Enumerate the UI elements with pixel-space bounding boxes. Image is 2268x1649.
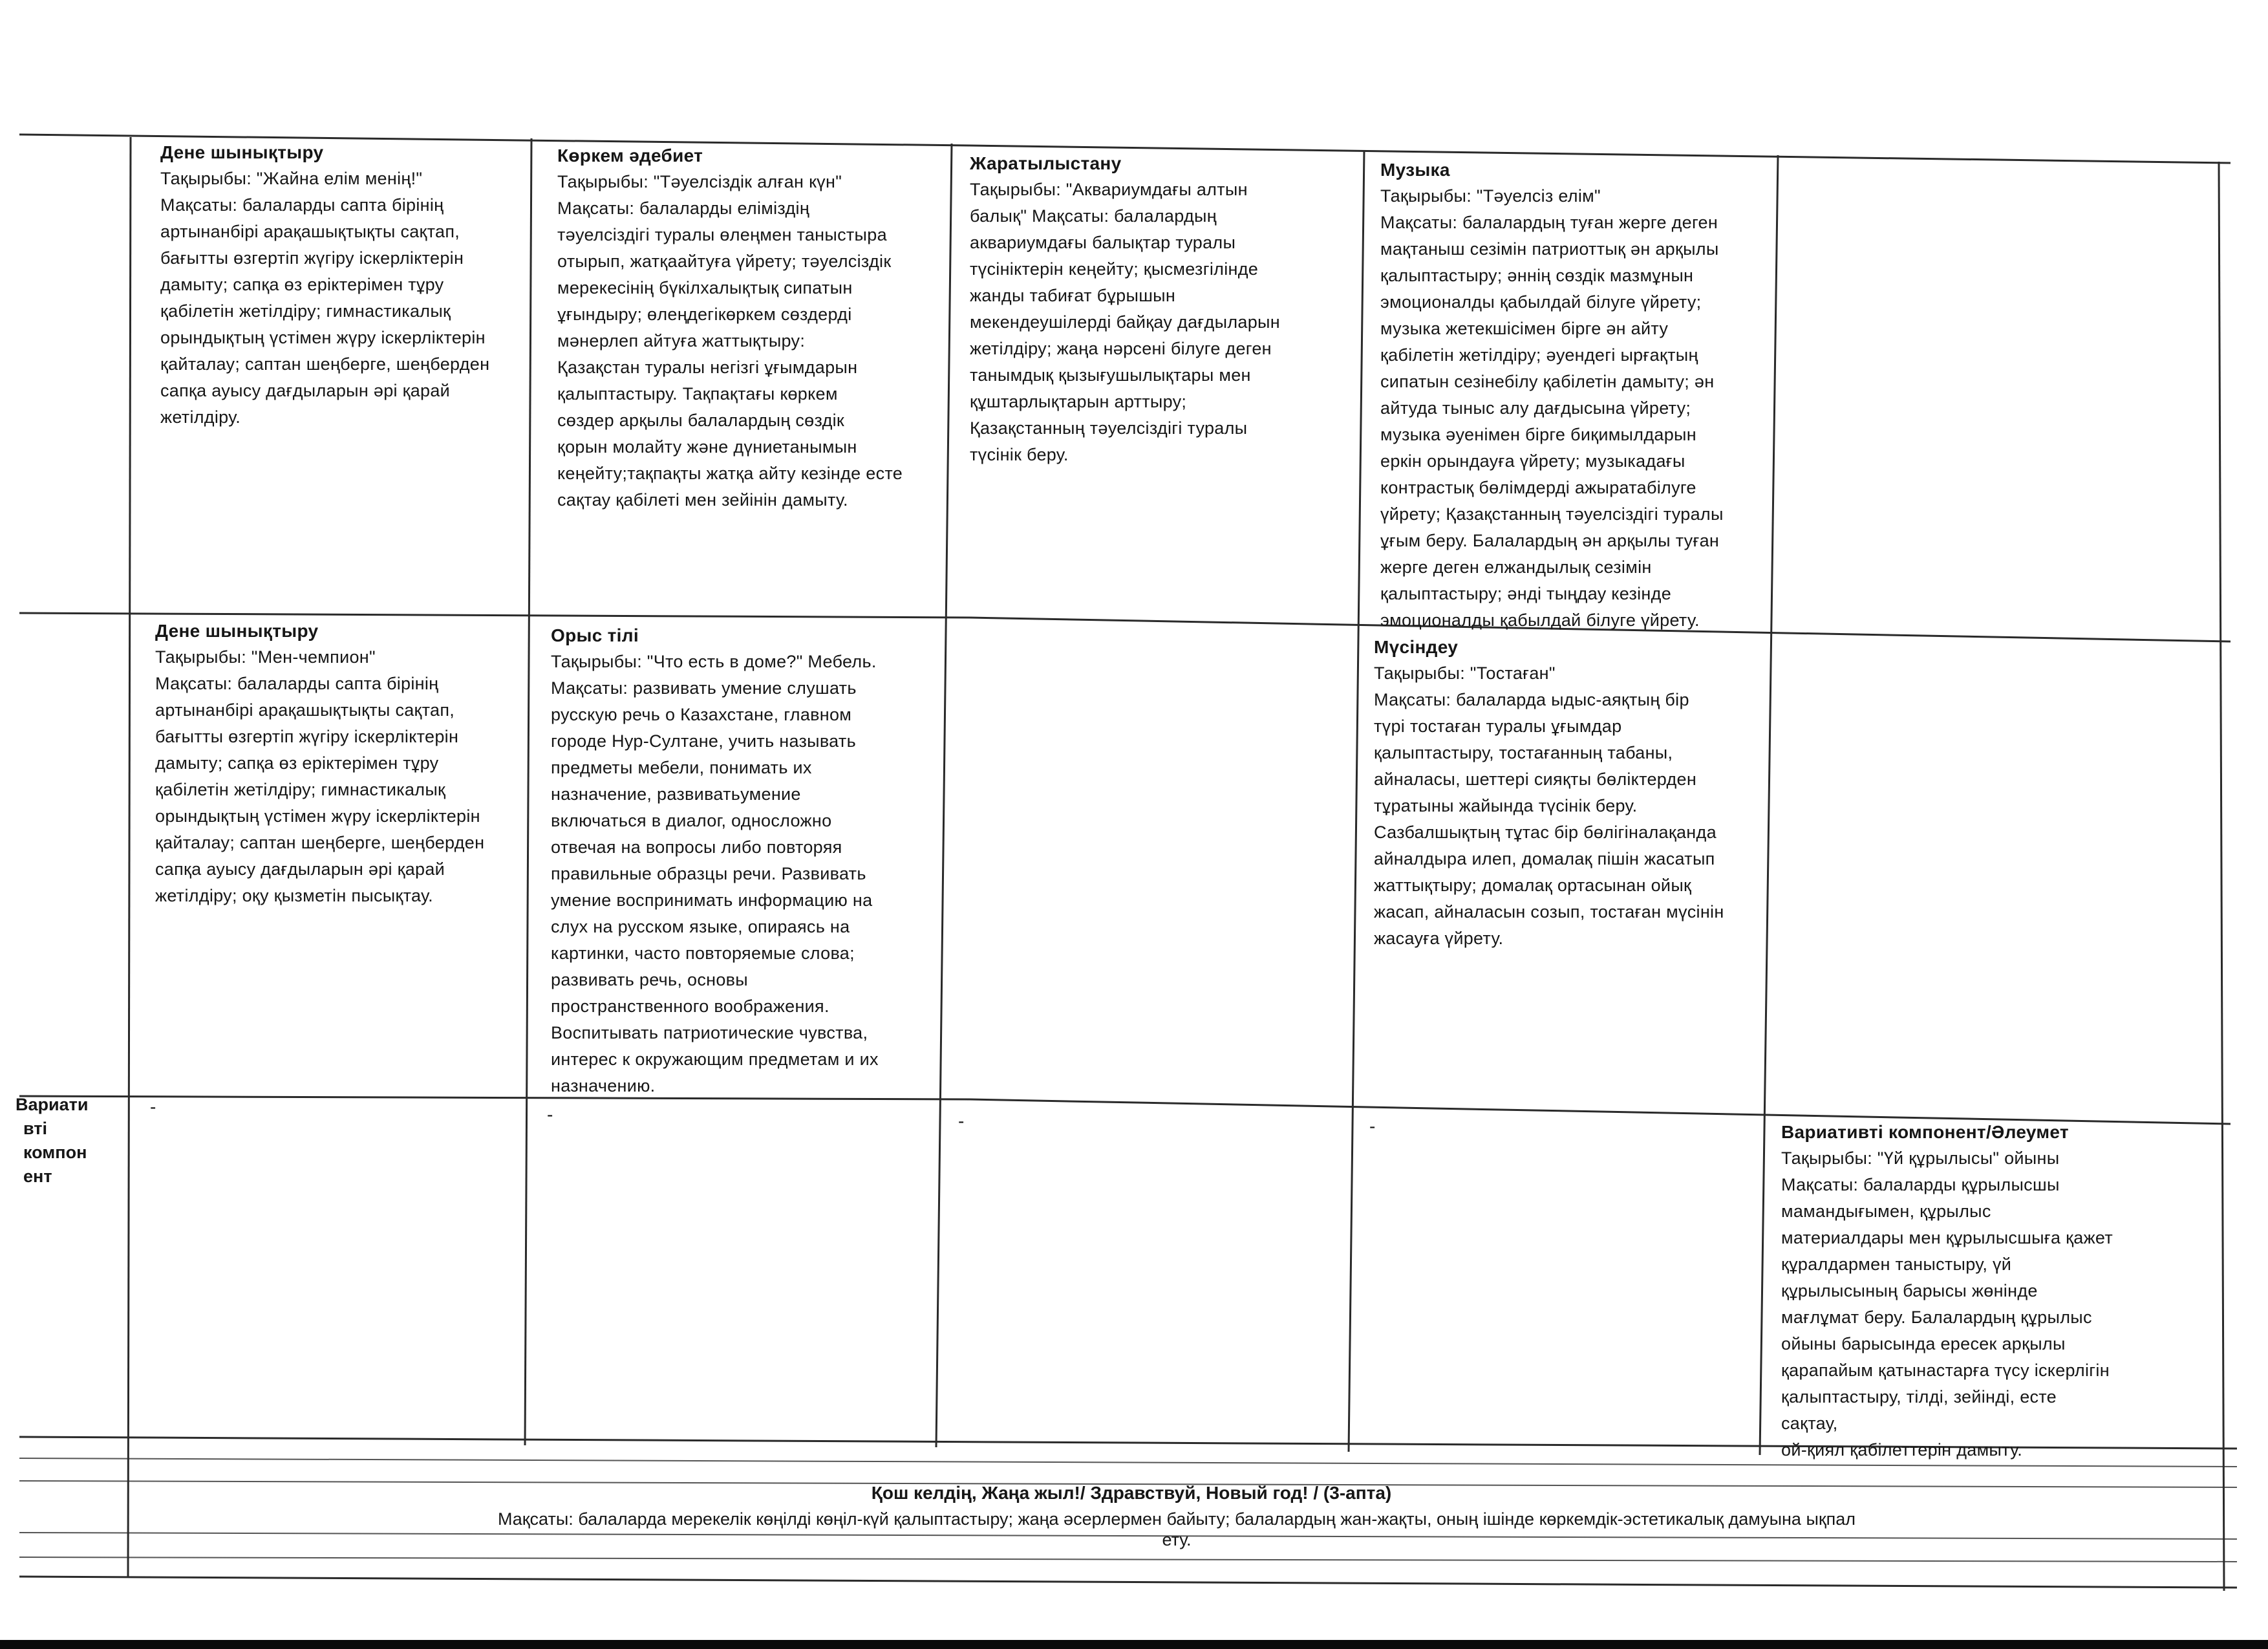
cell-line: жасауға үйрету. [1374, 929, 1504, 948]
cell-line: қайталау; саптан шеңберге, шеңберден [155, 833, 485, 852]
cell-line: Тақырыбы: "Үй құрылысы" ойыны [1781, 1148, 2060, 1168]
cell-line: қалыптастыру; әнді тыңдау кезінде [1380, 584, 1672, 603]
cell-line: айналдыра илеп, домалақ пішін жасатып [1374, 849, 1715, 868]
cell-line: контрастық бөлімдерді ажыратабілуге [1380, 478, 1696, 497]
cell-line: жетілдіру. [160, 407, 241, 427]
cell-line: сақтау қабілеті мен зейінін дамыту. [557, 490, 848, 510]
cell-line: Қазақстанның тәуелсіздігі туралы [970, 418, 1248, 438]
cell-line: сипатын сезінебілу қабілетін дамыту; ән [1380, 372, 1715, 391]
cell-line: русскую речь о Казахстане, главном [551, 705, 852, 724]
cell-line: түсініктерін кеңейту; қысмезгілінде [970, 259, 1259, 279]
subject-title: Мүсіндеу [1374, 637, 1459, 657]
cell-line: құштарлықтарын арттыру; [970, 392, 1187, 411]
cell-line: мақтаныш сезімін патриоттық ән арқылы [1380, 239, 1719, 259]
cell-line: эмоционалды қабылдай білуге үйрету. [1380, 610, 1700, 630]
cell-line: мамандығымен, құрылыс [1781, 1202, 1991, 1221]
cell-line: Мақсаты: балаларды сапта бірінің [155, 674, 439, 693]
cell-line: дамыту; сапқа өз еріктерімен тұру [160, 275, 444, 294]
cell-line: қабілетін жетілдіру; әуендегі ырғақтың [1380, 345, 1698, 365]
cell-line: развивать речь, основы [551, 970, 748, 989]
cell-line: Тақырыбы: "Тәуелсіздік алған күн" [557, 172, 842, 191]
cell-line: қорын молайту және дүниетанымын [557, 437, 857, 457]
cell-line: мәнерлеп айтуға жаттықтыру: [557, 331, 806, 350]
cell-physical-education-2 [155, 618, 524, 909]
subject-title: Вариативті компонент/Әлеумет [1781, 1122, 2069, 1142]
cell-modeling [1374, 634, 1762, 952]
cell-line: артынанбірі арақашықтықты сақтап, [155, 700, 455, 720]
cell-line: дамыту; сапқа өз еріктерімен тұру [155, 753, 439, 773]
cell-line: Тақырыбы: "Мен-чемпион" [155, 647, 376, 667]
empty-cell-dash: - [150, 1097, 156, 1117]
cell-line: ойыны барысында ересек арқылы [1781, 1334, 2066, 1353]
cell-line: Воспитывать патриотические чувства, [551, 1023, 868, 1042]
empty-cell-dash: - [958, 1111, 965, 1131]
cell-russian-language [551, 622, 939, 1099]
cell-line: қалыптастыру, тостағанның табаны, [1374, 743, 1673, 762]
cell-line: айтуда тыныс алу дағдысына үйрету; [1380, 398, 1691, 418]
cell-line: жетілдіру; жаңа нәрсені білуге деген [970, 339, 1272, 358]
cell-line: құралдармен таныстыру, үй [1781, 1255, 2012, 1274]
cell-line: орындықтың үстімен жүру іскерліктерін [155, 806, 480, 826]
cell-line: ұғым беру. Балалардың ән арқылы туған [1380, 531, 1720, 550]
week-goal-line: Мақсаты: балаларда мерекелік көңілді көңіл-күй қалыптастыру; жаңа әсерлермен байыту; балалардың жан-жақты, оның ішінде көркемдік-эстетикалық дамуына ықпал [497, 1509, 1856, 1529]
subject-title: Орыс тілі [551, 625, 639, 645]
week-goal [246, 1509, 2108, 1550]
cell-line: предметы мебели, понимать их [551, 758, 812, 777]
cell-fiction [557, 142, 945, 513]
cell-line: мерекесінің бүкілхалықтық сипатын [557, 278, 853, 297]
cell-line: артынанбірі арақашықтықты сақтап, [160, 222, 460, 241]
cell-line: қарапайым қатынастарға түсу іскерлігін [1781, 1361, 2110, 1380]
cell-line: қабілетін жетілдіру; гимнастикалық [160, 301, 451, 321]
subject-title: Дене шынықтыру [160, 142, 324, 162]
cell-line: Тақырыбы: "Аквариумдағы алтын [970, 180, 1248, 199]
cell-line: Тақырыбы: "Что есть в доме?" Мебель. [551, 652, 877, 671]
cell-line: слух на русском языке, опираясь на [551, 917, 850, 936]
cell-line: жанды табиғат бұрышын [970, 286, 1176, 305]
cell-line: тәуелсіздігі туралы өлеңмен таныстыра [557, 225, 887, 244]
cell-line: балық" Мақсаты: балалардың [970, 206, 1217, 226]
cell-line: қайталау; саптан шеңберге, шеңберден [160, 354, 490, 374]
cell-line: сапқа ауысу дағдыларын әрі қарай [160, 381, 451, 400]
scan-edge [0, 1640, 2268, 1649]
cell-line: Мақсаты: балаларды еліміздің [557, 199, 810, 218]
cell-line: қабілетін жетілдіру; гимнастикалық [155, 780, 446, 799]
cell-line: назначению. [551, 1076, 656, 1095]
cell-line: Мақсаты: балалардың туған жерге деген [1380, 213, 1718, 232]
cell-line: сапқа ауысу дағдыларын әрі қарай [155, 859, 445, 879]
cell-line: городе Нур-Султане, учить называть [551, 731, 856, 751]
cell-line: қалыптастыру. Тақпақтағы көркем [557, 384, 838, 404]
cell-line: материалдары мен құрылысшыға қажет [1781, 1228, 2113, 1247]
cell-line: айналасы, шеттері сияқты бөліктерден [1374, 770, 1697, 789]
cell-line: мағлұмат беру. Балалардың құрылыс [1781, 1308, 2092, 1327]
cell-line: жаттықтыру; домалақ ортасынан ойық [1374, 876, 1692, 895]
cell-line: қалыптастыру, тілді, зейінді, есте [1781, 1387, 2057, 1406]
cell-music [1380, 156, 1762, 634]
cell-line: жетілдіру; оқу қызметін пысықтау. [155, 886, 433, 905]
cell-line: бағытты өзгертіп жүгіру іскерліктерін [155, 727, 459, 746]
row-label-line: вті [23, 1119, 47, 1138]
cell-line: пространственного воображения. [551, 997, 829, 1016]
cell-line: назначение, развиватьумение [551, 784, 801, 804]
subject-title: Жаратылыстану [970, 153, 1122, 173]
cell-line: картинки, часто повторяемые слова; [551, 943, 855, 963]
row-label-line: ент [23, 1167, 52, 1186]
cell-line: жерге деген елжандылық сезімін [1380, 557, 1652, 577]
cell-line: кеңейту;тақпақты жатқа айту кезінде есте [557, 464, 903, 483]
row-label-variative [16, 1093, 112, 1189]
cell-physical-education-1 [160, 139, 522, 431]
cell-line: танымдық қызығушылықтары мен [970, 365, 1251, 385]
cell-line: тұратыны жайында түсінік беру. [1374, 796, 1638, 815]
cell-natural-science [970, 150, 1345, 468]
cell-line: сақтау, [1781, 1414, 1838, 1433]
row-label-line: Вариати [16, 1095, 89, 1114]
cell-line: мекендеушілерді байқау дағдыларын [970, 312, 1280, 332]
cell-line: жасап, айналасын созып, тостаған мүсінін [1374, 902, 1724, 921]
cell-line: включаться в диалог, односложно [551, 811, 832, 830]
cell-variative-component [1781, 1119, 2208, 1463]
row-label-line: компон [23, 1143, 87, 1162]
cell-line: Мақсаты: балаларда ыдыс-аяқтың бір [1374, 690, 1689, 709]
cell-line: Қазақстан туралы негізгі ұғымдарын [557, 358, 858, 377]
cell-line: правильные образцы речи. Развивать [551, 864, 866, 883]
cell-line: аквариумдағы балықтар туралы [970, 233, 1236, 252]
cell-line: музыка жетекшісімен бірге ән айту [1380, 319, 1669, 338]
cell-line: ой-қиял қабілеттерін дамыту. [1781, 1440, 2023, 1460]
cell-line: интерес к окружающим предметам и их [551, 1050, 879, 1069]
cell-line: Мақсаты: развивать умение слушать [551, 678, 857, 698]
cell-line: Тақырыбы: "Тәуелсіз елім" [1380, 186, 1601, 206]
cell-line: ұғындыру; өлеңдегікөркем сөздерді [557, 305, 852, 324]
cell-line: отвечая на вопросы либо повторяя [551, 837, 842, 857]
week-title: Қош келдің, Жаңа жыл!/ Здравствуй, Новый год! / (3-апта) [871, 1483, 1392, 1503]
cell-line: үйрету; Қазақстанның тәуелсіздігі туралы [1380, 504, 1724, 524]
cell-line: сөздер арқылы балалардың сөздік [557, 411, 845, 430]
cell-line: түрі тостаған туралы ұғымдар [1374, 717, 1622, 736]
cell-line: умение воспринимать информацию на [551, 890, 873, 910]
week-goal-line: ету. [1162, 1530, 1192, 1549]
cell-line: отырып, жатқаайтуға үйрету; тәуелсіздік [557, 252, 892, 271]
cell-line: музыка әуенімен бірге биқимылдарын [1380, 425, 1696, 444]
cell-line: түсінік беру. [970, 445, 1069, 464]
empty-cell-dash: - [547, 1105, 553, 1125]
subject-title: Көркем әдебиет [557, 146, 703, 166]
cell-line: еркін орындауға үйрету; музыкадағы [1380, 451, 1685, 471]
cell-line: бағытты өзгертіп жүгіру іскерліктерін [160, 248, 464, 268]
cell-line: Сазбалшықтың тұтас бір бөлігіналақанда [1374, 823, 1717, 842]
subject-title: Музыка [1380, 160, 1450, 180]
empty-cell-dash: - [1369, 1116, 1376, 1136]
subject-title: Дене шынықтыру [155, 621, 319, 641]
cell-line: эмоционалды қабылдай білуге үйрету; [1380, 292, 1702, 312]
cell-line: Мақсаты: балаларды құрылысшы [1781, 1175, 2060, 1194]
cell-line: құрылысының барысы жөнінде [1781, 1281, 2038, 1300]
cell-line: Тақырыбы: "Жайна елім менің!" [160, 169, 423, 188]
cell-line: қалыптастыру; әннің сөздік мазмұнын [1380, 266, 1694, 285]
cell-line: орындықтың үстімен жүру іскерліктерін [160, 328, 486, 347]
cell-line: Тақырыбы: "Тостаған" [1374, 663, 1556, 683]
cell-line: Мақсаты: балаларды сапта бірінің [160, 195, 444, 215]
